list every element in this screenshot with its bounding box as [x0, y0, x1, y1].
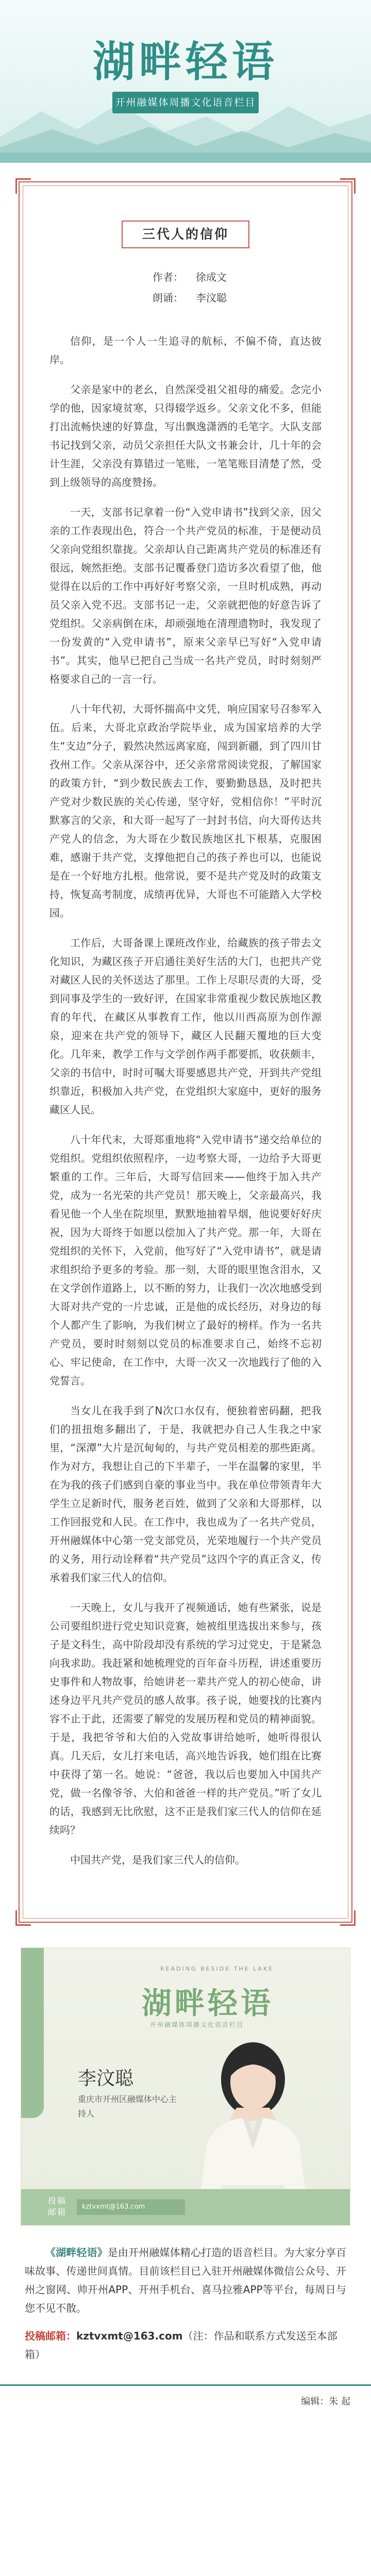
article-paragraph: 中国共产党，是我们家三代人的信仰。: [70, 1854, 245, 1866]
article-section: [0, 163, 371, 1941]
article-frame: [19, 181, 352, 1923]
host-card: [21, 1947, 350, 2226]
banner-title: 湖畔轻语: [92, 37, 278, 87]
article-paragraph: 八十年代初，大哥怀揣高中文凭，响应国家号召参军入伍。后来，大哥北京政治学院毕业，成为国家培养的大学生“支边”分子，毅然决然远离家庭，闯到新疆，到了四川甘孜州工作。父亲从深谷中，还父亲常常阅读党报，了解国家的政策方针，“到少数民族去工作，要勤勤恳恳，及时把共产党对少数民族的关心传递，坚守好，党相信你！”平时沉默寡言的父亲，和大哥一起写了一封封书信，向大哥传达共产党人的信念，为大哥在少数民族地区扎下根基，克服困难，感谢于共产党，支撑他把自己的孩子养也可以，也能说是在一个好地方扎根。他常说，要不是共产党及时的政策支持，恢复高考制度，成绩再优异，大哥也不可能踏入大学校园。: [49, 703, 322, 919]
submit-note: （注：作品和联系方式发送至本部箱）: [25, 2330, 338, 2361]
header-banner: [0, 0, 371, 163]
card-submit-label: 投稿邮箱: [48, 2196, 67, 2217]
author-label: 作者：: [153, 271, 183, 283]
card-email[interactable]: kztvxmt@163.com: [77, 2199, 185, 2215]
card-subtitle: 开州融媒体周播文化语音栏目: [150, 2021, 244, 2028]
editor-label: 编辑：: [301, 2396, 329, 2407]
column-intro: [0, 2226, 371, 2317]
reader-name: 李汶聪: [196, 292, 227, 304]
editor-name: 朱 起: [329, 2396, 350, 2407]
host-name: 李汶聪: [78, 2068, 134, 2089]
intro-brand: 《湖畔轻语》: [45, 2246, 108, 2259]
editor-footer: [0, 2384, 371, 2412]
banner-subtitle: 开州融媒体周播文化语音栏目: [112, 92, 259, 113]
article-paragraph: 当女儿在我手到了N次口水仅有，便独着密码翻，把我们的扭扭炮多翻出了，于是，我就把办自己人生我之中家里，“深潭”大片是沉甸甸的，与共产党员相差的那些距离。作为对方，我想让自己的下半辈子，一半在温馨的家里，半在为我的孩子们感到自豪的事业当中。我在单位带领青年大学生立足新时代，服务老百姓，做到了父亲和大哥那样，以工作回报党和人民。在工作中，我也成为了一名共产党员，开州融媒体中心第一党支部党员，光荣地履行一个共产党员的义务，用行动诠释着“共产党员”这四个字的真正含义，传承着我们家三代人的信仰。: [49, 1404, 322, 1584]
article-paragraph: 一天，支部书记拿着一份“入党申请书”找到父亲，因父亲的工作表现出色，符合一个共产党员的标准，于是便动员父亲向党组织靠拢。父亲却认自己距离共产党员的标准还有很远，婉然拒绝。支部书记覆番登门造访多次看望了他，他觉得在以后的工作中再好好考察父亲，一旦时机成熟，再动员父亲入党不迟。支部书记一走，父亲就把他的好意告诉了党组织。父亲病倒在床，却顽强地在清理遗物时，我发现了一份发黄的“入党申请书”，原来父亲早已写好“入党申请书”。其实，他早已把自己当成一名共产党员，时时刻刻严格要求自己的一言一行。: [49, 506, 322, 685]
card-top-text: READING BESIDE THE LAKE: [160, 1965, 274, 1972]
article-title: 三代人的信仰: [122, 221, 249, 248]
reader-line: [153, 287, 322, 308]
intro-paragraph: [25, 2243, 346, 2317]
card-bottom-bar: [21, 2189, 350, 2225]
author-name: 徐成文: [196, 271, 227, 283]
article-body: [25, 188, 346, 1917]
frame-corner: [340, 178, 356, 194]
article-paragraph: 工作后，大哥备课上课班改作业，给藏族的孩子带去文化知识，为藏区孩子开启通往美好生活的大门，也把共产党对藏区人民的关怀送达了那里。工作上尽职尽责的大哥，受到同事及学生的一致好评，在国家非常重视少数民族地区教育的年代，在藏区从事教育工作，他以川西高原为创作源泉，迎来在共产党的领导下，藏区人民翻天覆地的巨大变化。几年来，教学工作与文学创作两手都要抓，收获颇丰，父亲的书信中，时时可嘱大哥要感恩共产党，开到共产党组织靠近，积极加入共产党，在党组织大家庭中，更好的服务藏区人民。: [49, 937, 322, 1116]
submit-email[interactable]: kztvxmt@163.com: [76, 2330, 183, 2342]
host-card-section: [0, 1941, 371, 2226]
frame-corner: [15, 178, 31, 194]
article-paragraph: 信仰，是一个人一生追寻的航标，不偏不倚，直达彼岸。: [49, 335, 322, 366]
host-role: 重庆市开州区融媒体中心主持人: [78, 2094, 177, 2119]
article-paragraph: 父亲是家中的老幺，自然深受祖父祖母的痛爱。念完小学的他，因家境贫寒，只得辍学返乡。父亲文化不多，但能打出流畅快速的好算盘，写出飘逸潇洒的毛笔字。大队支部书记找到父亲，动员父亲担任大队文书兼会计，几十年的会计生涯，父亲没有算错过一笔账，一笔笔账目清楚了然，受到上级领导的高度赞扬。: [49, 383, 322, 488]
article-paragraph: 一天晚上，女儿与我开了视频通话，她有些紧张，说是公司要组织进行党史知识竞赛，她被组里选拔出来参与，孩子是文科生，高中阶段却没有系统的学习过党史，于是紧急向我求助。我赶紧和她梳理党的百年奋斗历程，讲述重要历史事件和人物故事，给她讲老一辈共产党人的初心使命，讲述身边平凡共产党员的感人故事。孩子说，她要找的比赛内容不止于此，还需要了解党的发展历程和党员的精神面貌。于是，我把爷爷和大伯的入党故事讲给她听，她听得很认真。几天后，女儿打来电话，高兴地告诉我，她们组在比赛中获得了第一名。她说：“爸爸，我以后也要加入中国共产党，做一名像爷爷、大伯和爸爸一样的共产党员。”听了女儿的话，我感到无比欣慰，这不正是我们家三代人的信仰在延续吗？: [49, 1601, 322, 1836]
author-line: [153, 267, 322, 287]
card-accent-bar: [21, 1948, 44, 2118]
frame-corner: [15, 1910, 31, 1926]
reader-label: 朗诵：: [153, 292, 183, 304]
frame-corner: [340, 1910, 356, 1926]
card-title: 湖畔轻语: [142, 1986, 274, 2021]
submission-info: [0, 2317, 371, 2364]
submit-label: 投稿邮箱：: [25, 2330, 76, 2342]
article-meta: [153, 267, 322, 308]
article-paragraph: 八十年代末，大哥郑重地将“入党申请书”递交给单位的党组织。党组织依照程序，一边考察大哥，一边给予大哥更繁重的工作。三年后，大哥写信回来——他终于加入共产党，成为一名光荣的共产党员！那天晚上，父亲最高兴，我看见他一个人坐在院坝里，默默地抽着旱烟，他说要好好庆祝，因为大哥终于如愿以偿加入了共产党。那一年，大哥在党组织的关怀下，入党前，他写好了“入党申请书”，就是请求组织给予更多的考验。那一刻，大哥的眼里饱含泪水，又在文学创作道路上，以不断的努力，让我们一次次地感受到大哥对共产党的一片忠诚，正是他的成长经历，对身边的每个人都产生了影响，为我们树立了最好的榜样。作为一名共产党员，要时时刻刻以党员的标准要求自己，始终不忘初心、牢记使命，在工作中，大哥一次又一次地践行了他的入党誓言。: [49, 1133, 322, 1387]
intro-text: 是由开州融媒体精心打造的语音栏目。为大家分享百味故事、传递世间真情。目前该栏目已入驻开州融媒体微信公众号、开州之窗网、帅开州APP、开州手机台、喜马拉雅APP等平台，每周日与您不见不散。: [25, 2246, 347, 2314]
